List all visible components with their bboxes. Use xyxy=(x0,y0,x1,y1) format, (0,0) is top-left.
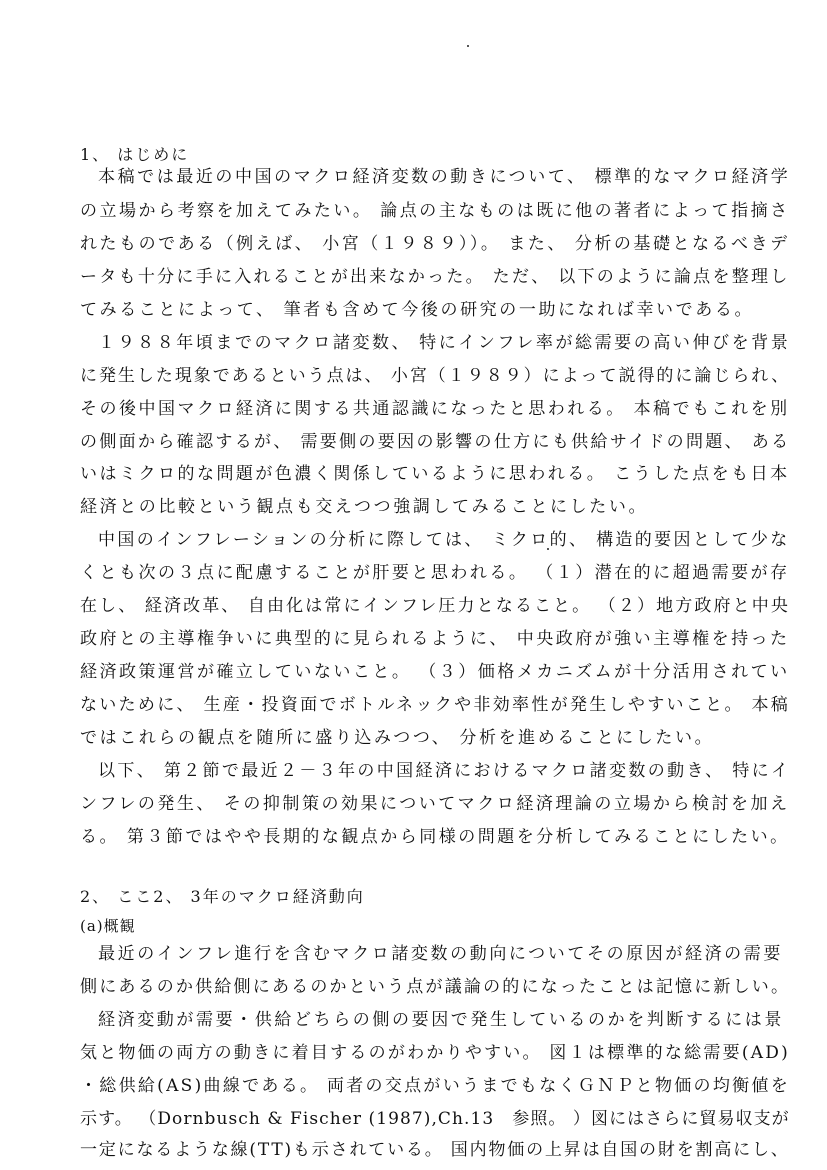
section-2-subheading: (a)概観 xyxy=(80,917,136,935)
body-line: 気と物価の両方の動きに着目するのがわかりやすい。 図１は標準的な総需要(AD) xyxy=(80,1043,790,1063)
body-line: 経済政策運営が確立していないこと。 （３）価格メカニズムが十分活用されてい xyxy=(80,662,790,682)
body-line: いはミクロ的な問題が色濃く関係しているように思われる。 こうした点をも日本 xyxy=(80,464,790,484)
body-line: ではこれらの観点を随所に盛り込みつつ、 分析を進めることにしたい。 xyxy=(80,728,715,748)
body-line: ータも十分に手に入れることが出来なかった。 ただ、 以下のように論点を整理し xyxy=(80,267,790,287)
body-line: てみることによって、 筆者も含めて今後の研究の一助になれば幸いである。 xyxy=(80,300,755,320)
body-line: 以下、 第２節で最近２－３年の中国経済におけるマクロ諸変数の動き、 特にイ xyxy=(98,761,791,781)
body-line: 一定になるような線(TT)も示されている。 国内物価の上昇は自国の財を割高にし、 xyxy=(80,1140,790,1160)
body-line: の立場から考察を加えてみたい。 論点の主なものは既に他の著者によって指摘さ xyxy=(80,201,790,221)
body-line: 最近のインフレ進行を含むマクロ諸変数の動向についてその原因が経済の需要 xyxy=(98,944,783,964)
body-line: ・総供給(AS)曲線である。 両者の交点がいうまでもなくＧＮＰと物価の均衡値を xyxy=(80,1076,790,1096)
body-line: 中国のインフレーションの分析に際しては、 ミクロ的、 構造的要因として少な xyxy=(98,530,790,550)
body-line: 側にあるのか供給側にあるのかという点が議論の的になったことは記憶に新しい。 xyxy=(80,977,791,997)
section-1-heading: 1、 はじめに xyxy=(80,145,190,164)
body-line: ないために、 生産・投資面でボトルネックや非効率性が発生しやすいこと。 本稿 xyxy=(80,695,791,715)
body-line: る。 第３節ではやや長期的な観点から同様の問題を分析してみることにしたい。 xyxy=(80,827,790,847)
body-line: れたものである（例えば、 小宮（１９８９））。 また、 分析の基礎となるべきデ xyxy=(80,234,790,254)
body-line: １９８８年頃までのマクロ諸変数、 特にインフレ率が総需要の高い伸びを背景 xyxy=(98,333,791,353)
section-2-heading: 2、 ここ2、 3年のマクロ経済動向 xyxy=(80,887,365,906)
body-line: その後中国マクロ経済に関する共通認識になったと思われる。 本稿でもこれを別 xyxy=(80,399,790,419)
body-line: くとも次の３点に配慮することが肝要と思われる。 （１）潜在的に超過需要が存 xyxy=(80,563,790,583)
body-line: 経済との比較という観点も交えつつ強調してみることにしたい。 xyxy=(80,497,649,517)
body-line: 経済変動が需要・供給どちらの側の要因で発生しているのかを判断するには景 xyxy=(98,1010,784,1030)
body-line: に発生した現象であるという点は、 小宮（１９８９）によって説得的に論じられ、 xyxy=(80,366,791,386)
body-line: 本稿では最近の中国のマクロ経済変数の動きについて、 標準的なマクロ経済学 xyxy=(98,167,791,187)
body-line: 示す。 （Dornbusch & Fischer (1987),Ch.13 参照。 ）図にはさらに貿易収支が xyxy=(80,1109,790,1129)
scan-speck xyxy=(467,45,469,47)
body-line: 在し、 経済改革、 自由化は常にインフレ圧力となること。 （２）地方政府と中央 xyxy=(80,596,790,616)
body-line: の側面から確認するが、 需要側の要因の影響の仕方にも供給サイドの問題、 ある xyxy=(80,432,791,452)
body-line: 政府との主導権争いに典型的に見られるように、 中央政府が強い主導権を持った xyxy=(80,629,790,649)
body-line: ンフレの発生、 その抑制策の効果についてマクロ経済理論の立場から検討を加え xyxy=(80,794,790,814)
